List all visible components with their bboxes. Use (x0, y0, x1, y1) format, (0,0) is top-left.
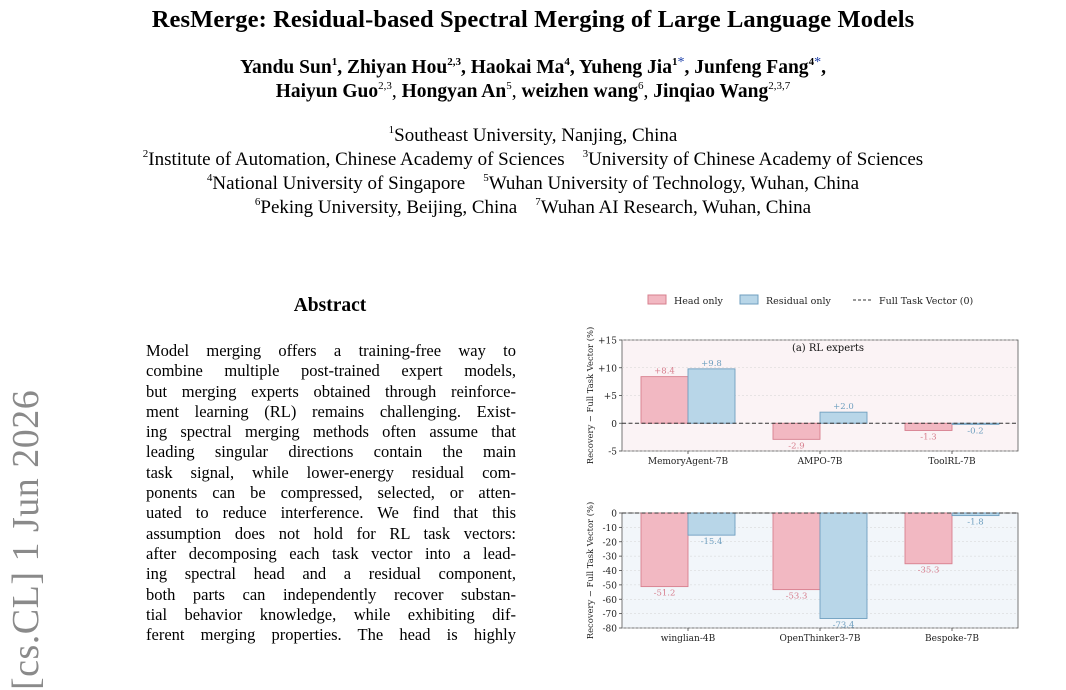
y-tick-label: -10 (602, 523, 617, 534)
separator: , (460, 57, 471, 78)
authors-line-2 (0, 80, 1066, 104)
bar-value-label: +8.4 (654, 366, 675, 377)
affiliation-text: National University of Singapore (212, 173, 466, 194)
author-affil-sup: 2,3,7 (768, 80, 791, 92)
affiliation-text: University of Chinese Academy of Sciences (588, 149, 924, 170)
author-affil-sup: 4 (808, 56, 815, 68)
author-name: Yuheng Jia (578, 57, 672, 78)
arxiv-stamp: [cs.CL] 1 Jun 2026 (5, 389, 47, 690)
bar (773, 423, 820, 439)
affiliation-sup: 2 (142, 148, 149, 160)
author-affil-sup: 1 (671, 56, 678, 68)
author-name: Junfeng Fang (694, 57, 809, 78)
affiliation-text: Wuhan University of Technology, Wuhan, China (488, 173, 860, 194)
bar (905, 423, 952, 430)
abstract-line: ing spectral merging methods often assume that (146, 422, 516, 442)
y-tick-label: +10 (598, 364, 617, 375)
legend-label: Full Task Vector (0) (879, 296, 974, 307)
affiliation-text: Southeast University, Nanjing, China (394, 125, 678, 146)
bar-value-label: -53.3 (785, 591, 808, 602)
legend-swatch (740, 295, 758, 304)
author-affil-sup: 4 (564, 56, 570, 68)
bar-value-label: -2.9 (788, 441, 805, 452)
author-name: Haiyun Guo (275, 81, 379, 102)
x-tick-label: Bespoke-7B (925, 634, 979, 644)
affiliation-sup: 6 (254, 196, 261, 208)
separator: , (337, 57, 347, 78)
y-tick-label: -30 (602, 552, 617, 563)
bar-value-label: -1.3 (920, 432, 937, 443)
affiliation-sup: 5 (483, 172, 489, 184)
authors-line-1 (0, 56, 1066, 80)
affiliation-text: Institute of Automation, Chinese Academy of Sciences (148, 149, 565, 170)
y-tick-label: 0 (611, 419, 617, 430)
y-tick-label: 0 (611, 509, 617, 520)
abstract-line: after decomposing each task vector into a lead- (146, 543, 516, 563)
author-affil-sup: 2,3 (447, 56, 461, 68)
y-tick-label: -60 (602, 595, 617, 606)
bar (820, 513, 867, 619)
abstract-line: both parts can independently recover substan- (146, 584, 516, 604)
bar-value-label: -73.4 (832, 620, 855, 631)
abstract-line: ferent merging properties. The head is highly (146, 625, 516, 645)
y-tick-label: -80 (602, 624, 617, 635)
bar-value-label: -51.2 (653, 588, 676, 599)
author-affil-sup: 2,3 (378, 80, 392, 92)
separator: , (391, 81, 402, 102)
author-name: Yandu Sun (240, 57, 332, 78)
affiliations (0, 124, 1066, 220)
y-tick-label: -5 (608, 447, 617, 458)
bar-value-label: -35.3 (917, 565, 940, 576)
affiliation-line (0, 148, 1066, 172)
abstract-line: task signal, while lower-energy residual com- (146, 462, 516, 482)
bar-value-label: +9.8 (701, 358, 722, 369)
legend-label: Head only (674, 296, 723, 307)
separator: , (821, 57, 826, 78)
abstract-line: leading singular directions contain the main (146, 442, 516, 462)
x-tick-label: winglian-4B (660, 634, 716, 644)
abstract-line: assumption does not hold for RL task vectors: (146, 523, 516, 543)
bar (688, 369, 735, 423)
y-tick-label: +15 (598, 336, 617, 347)
affiliation-sup: 1 (388, 124, 395, 136)
separator: , (684, 57, 695, 78)
bar (820, 412, 867, 423)
abstract-body (146, 341, 516, 645)
bar-value-label: +2.0 (833, 402, 854, 413)
bar-value-label: -1.8 (967, 517, 984, 528)
affiliation-text: Peking University, Beijing, China (260, 197, 518, 218)
author-name: Hongyan An (401, 81, 507, 102)
author-affil-sup: 5 (506, 80, 512, 92)
affiliation-line (0, 124, 1066, 148)
x-tick-label: OpenThinker3-7B (779, 634, 861, 644)
bar (641, 513, 688, 587)
separator: , (511, 81, 522, 102)
legend-label: Residual only (766, 296, 831, 307)
affiliation-sup: 7 (535, 196, 541, 208)
abstract-line: uated to reduce interference. We find that this (146, 503, 516, 523)
x-tick-label: ToolRL-7B (928, 457, 976, 467)
y-tick-label: -40 (602, 567, 617, 577)
affiliation-sup: 4 (206, 172, 213, 184)
affiliation-sup: 3 (582, 148, 589, 160)
abstract-line: but merging experts obtained through reinforce- (146, 381, 516, 401)
abstract-line: ing spectral head and a residual component, (146, 564, 516, 584)
author-name: Jinqiao Wang (653, 81, 769, 102)
figure (570, 290, 1030, 690)
affiliation-line (0, 196, 1066, 220)
abstract-line: ponents can be compressed, selected, or atten- (146, 483, 516, 503)
y-tick-label: +5 (603, 392, 617, 402)
bar-value-label: -0.2 (967, 426, 984, 437)
y-tick-label: -20 (602, 538, 617, 549)
abstract-heading: Abstract (293, 295, 367, 316)
legend-swatch (648, 295, 666, 304)
abstract-line: tial behavior knowledge, while exhibiting dif- (146, 604, 516, 624)
bar-value-label: -15.4 (700, 537, 723, 548)
y-tick-label: -70 (602, 610, 617, 621)
bar (688, 513, 735, 535)
y-axis-label: Recovery − Full Task Vector (%) (585, 326, 595, 465)
abstract-line: Model merging offers a training-free way to (146, 341, 516, 360)
x-tick-label: AMPO-7B (797, 457, 843, 467)
affiliation-line (0, 172, 1066, 196)
y-tick-label: -50 (602, 581, 617, 592)
paper-title: ResMerge: Residual-based Spectral Merging of Large Language Models (151, 6, 915, 33)
separator: , (569, 57, 579, 78)
author-name: Zhiyan Hou (346, 57, 448, 78)
affiliation-text: Wuhan AI Research, Wuhan, China (540, 197, 812, 218)
separator: , (643, 81, 654, 102)
bar (905, 513, 952, 564)
bar (641, 377, 688, 424)
abstract-line: ment learning (RL) remains challenging. Exist- (146, 401, 516, 421)
author-name: Haokai Ma (470, 57, 565, 78)
panel-title: (a) RL experts (791, 343, 865, 354)
author-list (0, 56, 1066, 104)
corresponding-star: * (677, 55, 685, 70)
author-affil-sup: 6 (637, 80, 644, 92)
x-tick-label: MemoryAgent-7B (647, 457, 729, 467)
corresponding-star: * (814, 55, 822, 70)
figure-svg (570, 290, 1030, 690)
author-affil-sup: 1 (331, 56, 338, 68)
y-axis-label: Recovery − Full Task Vector (%) (585, 501, 595, 640)
abstract-line: combine multiple post-trained expert models, (146, 361, 516, 381)
bar (773, 513, 820, 590)
author-name: weizhen wang (521, 81, 638, 102)
